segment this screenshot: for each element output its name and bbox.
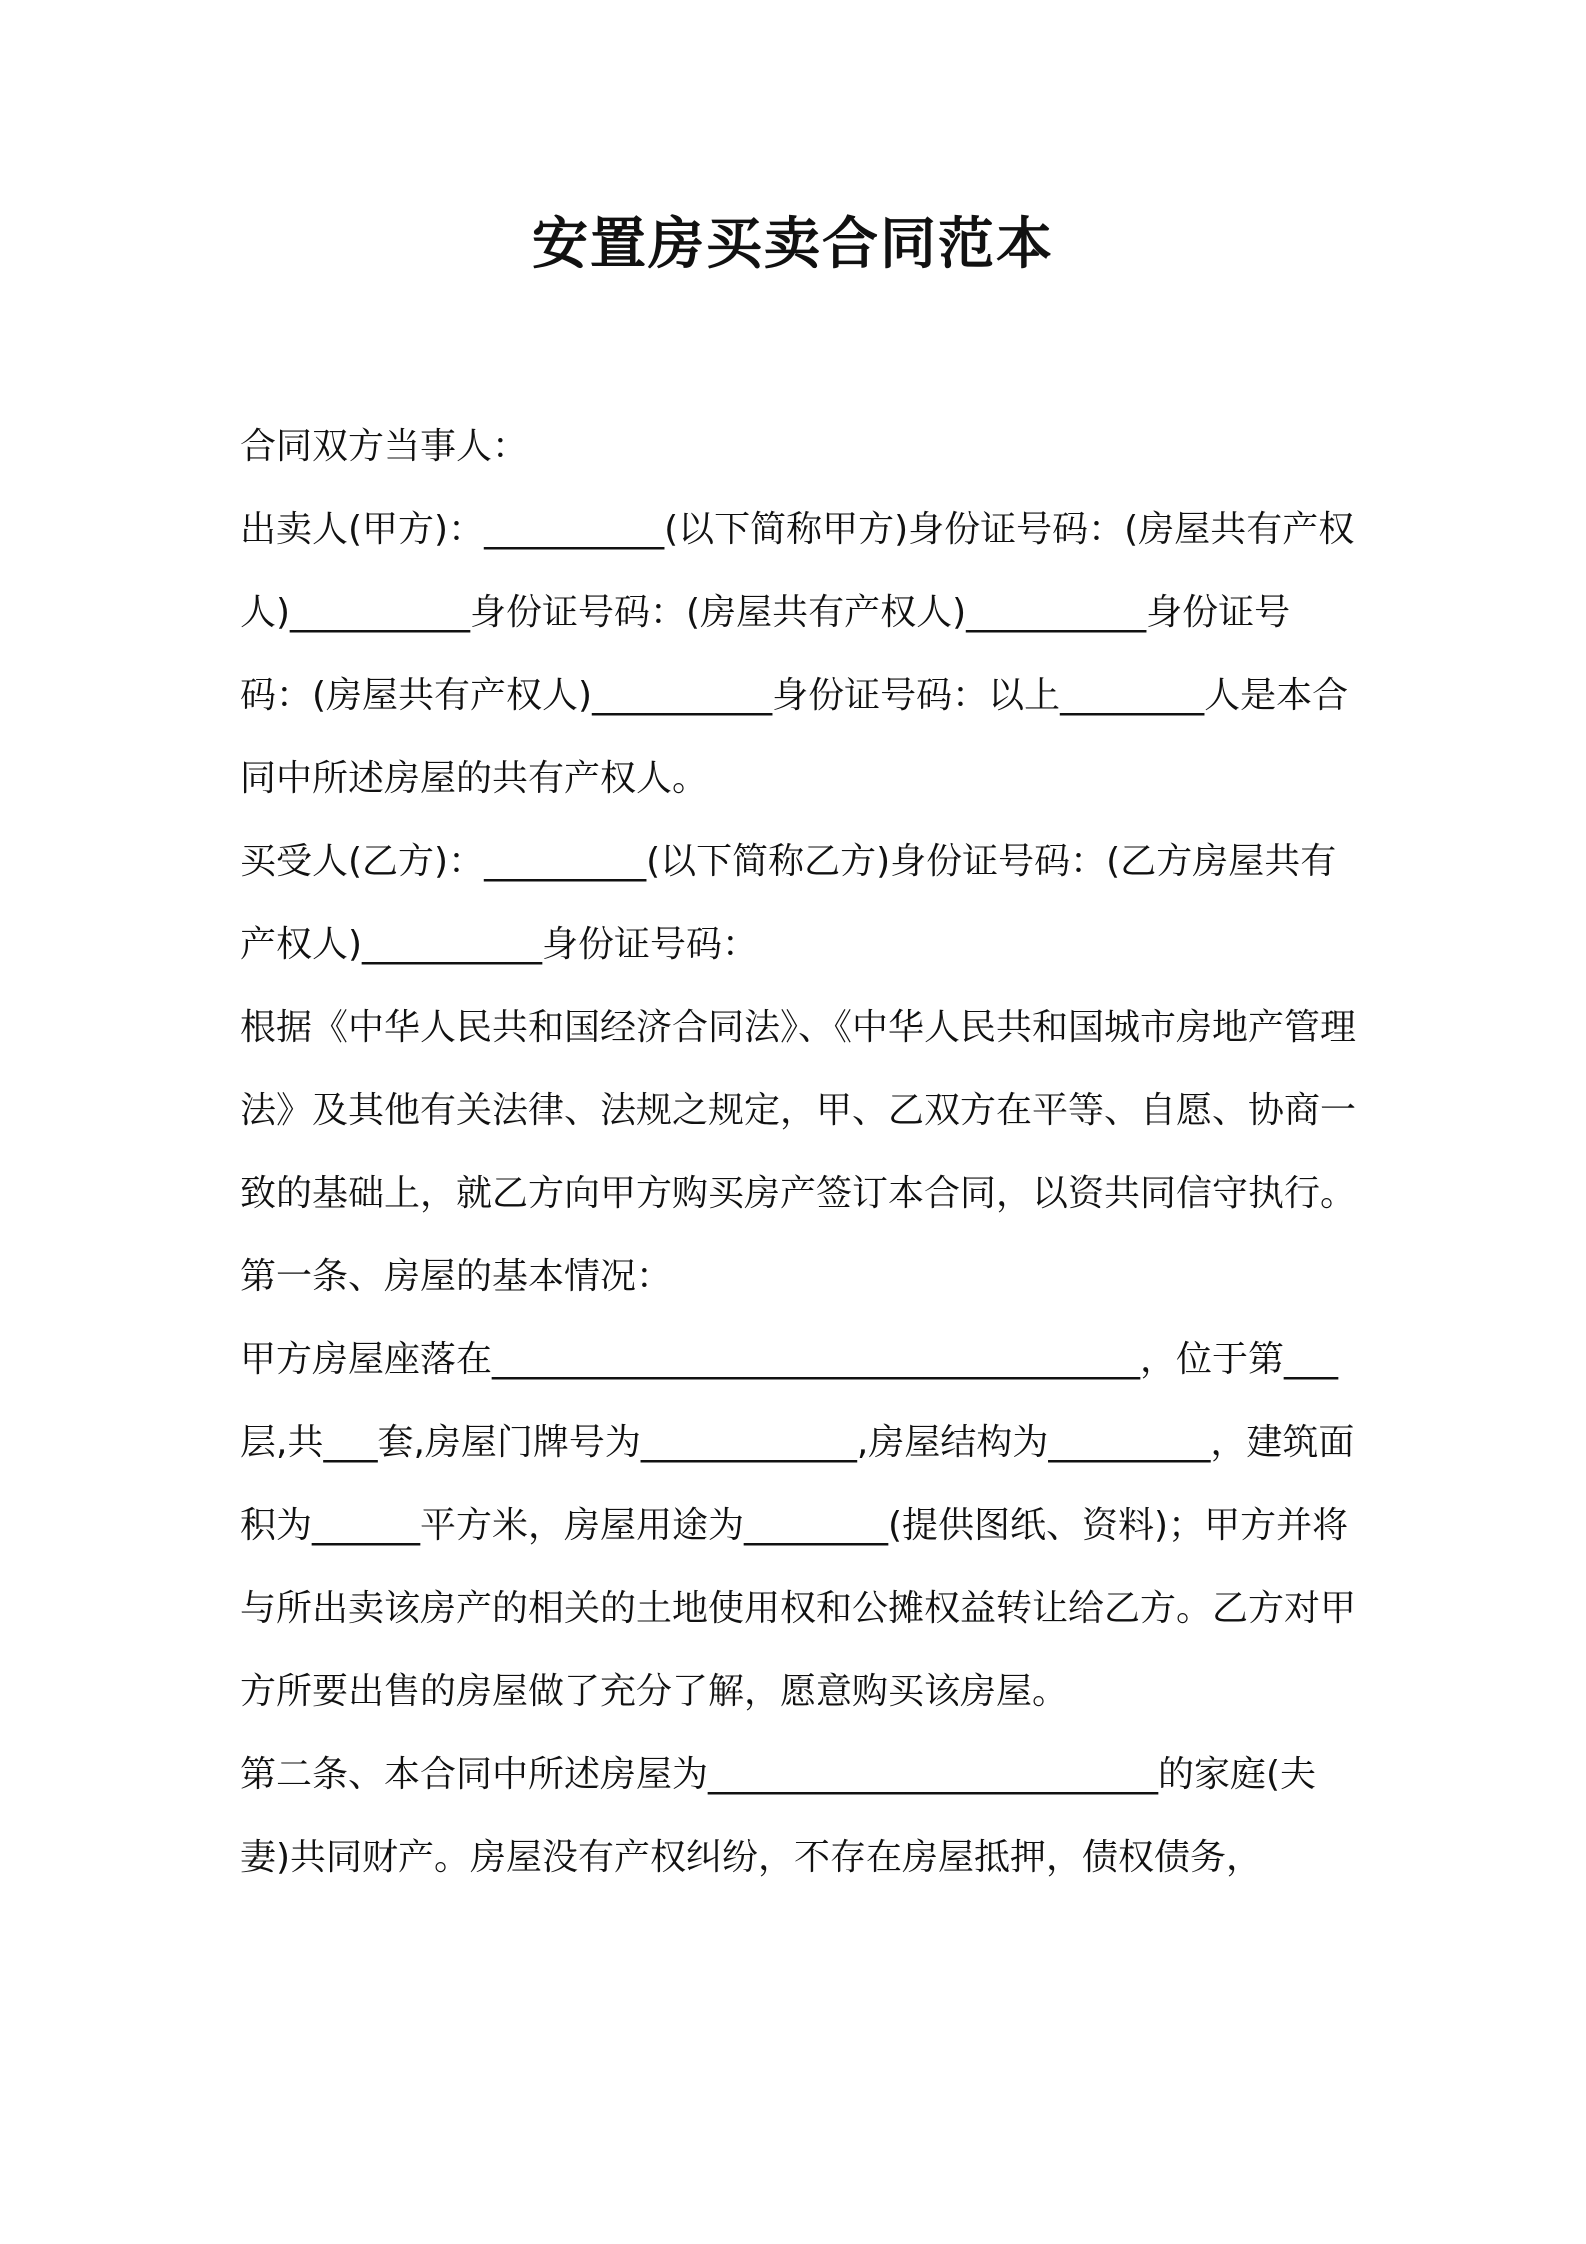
paragraph-parties-heading: 合同双方当事人： bbox=[240, 426, 529, 467]
paragraph-buyer: 买受人(乙方)：_________(以下简称乙方)身份证号码：(乙方房屋共有产权人)__________身份证号码： bbox=[240, 841, 1337, 965]
document-body bbox=[240, 405, 1360, 1899]
paragraph-article-1-heading: 第一条、房屋的基本情况： bbox=[240, 1256, 673, 1297]
page-title: 安置房买卖合同范本 bbox=[532, 212, 1054, 277]
paragraph-legal-basis: 根据《中华人民共和国经济合同法》、《中华人民共和国城市房地产管理法》及其他有关法律、法规之规定，甲、乙双方在平等、自愿、协商一致的基础上，就乙方向甲方购买房产签订本合同，以资共同信守执行。 bbox=[240, 1007, 1357, 1214]
paragraph-seller: 出卖人(甲方)：__________(以下简称甲方)身份证号码：(房屋共有产权人)__________身份证号码：(房屋共有产权人)__________身份证号码：(房屋共有产权人)__________身份证号码：以上________人是本合同中所述房屋的共有产权人。 bbox=[240, 509, 1355, 799]
paragraph-property-details: 甲方房屋座落在____________________________________，位于第___层,共___套,房屋门牌号为____________,房屋结构为_________，建筑面积为______平方米，房屋用途为________(提供图纸、资料)；甲方并将与所出卖该房产的相关的土地使用权和公摊权益转让给乙方。乙方对甲方所要出售的房屋做了充分了解，愿意购买该房屋。 bbox=[240, 1339, 1357, 1712]
paragraph-article-2: 第二条、本合同中所述房屋为_________________________的家庭(夫妻)共同财产。房屋没有产权纠纷，不存在房屋抵押，债权债务， bbox=[240, 1754, 1317, 1878]
